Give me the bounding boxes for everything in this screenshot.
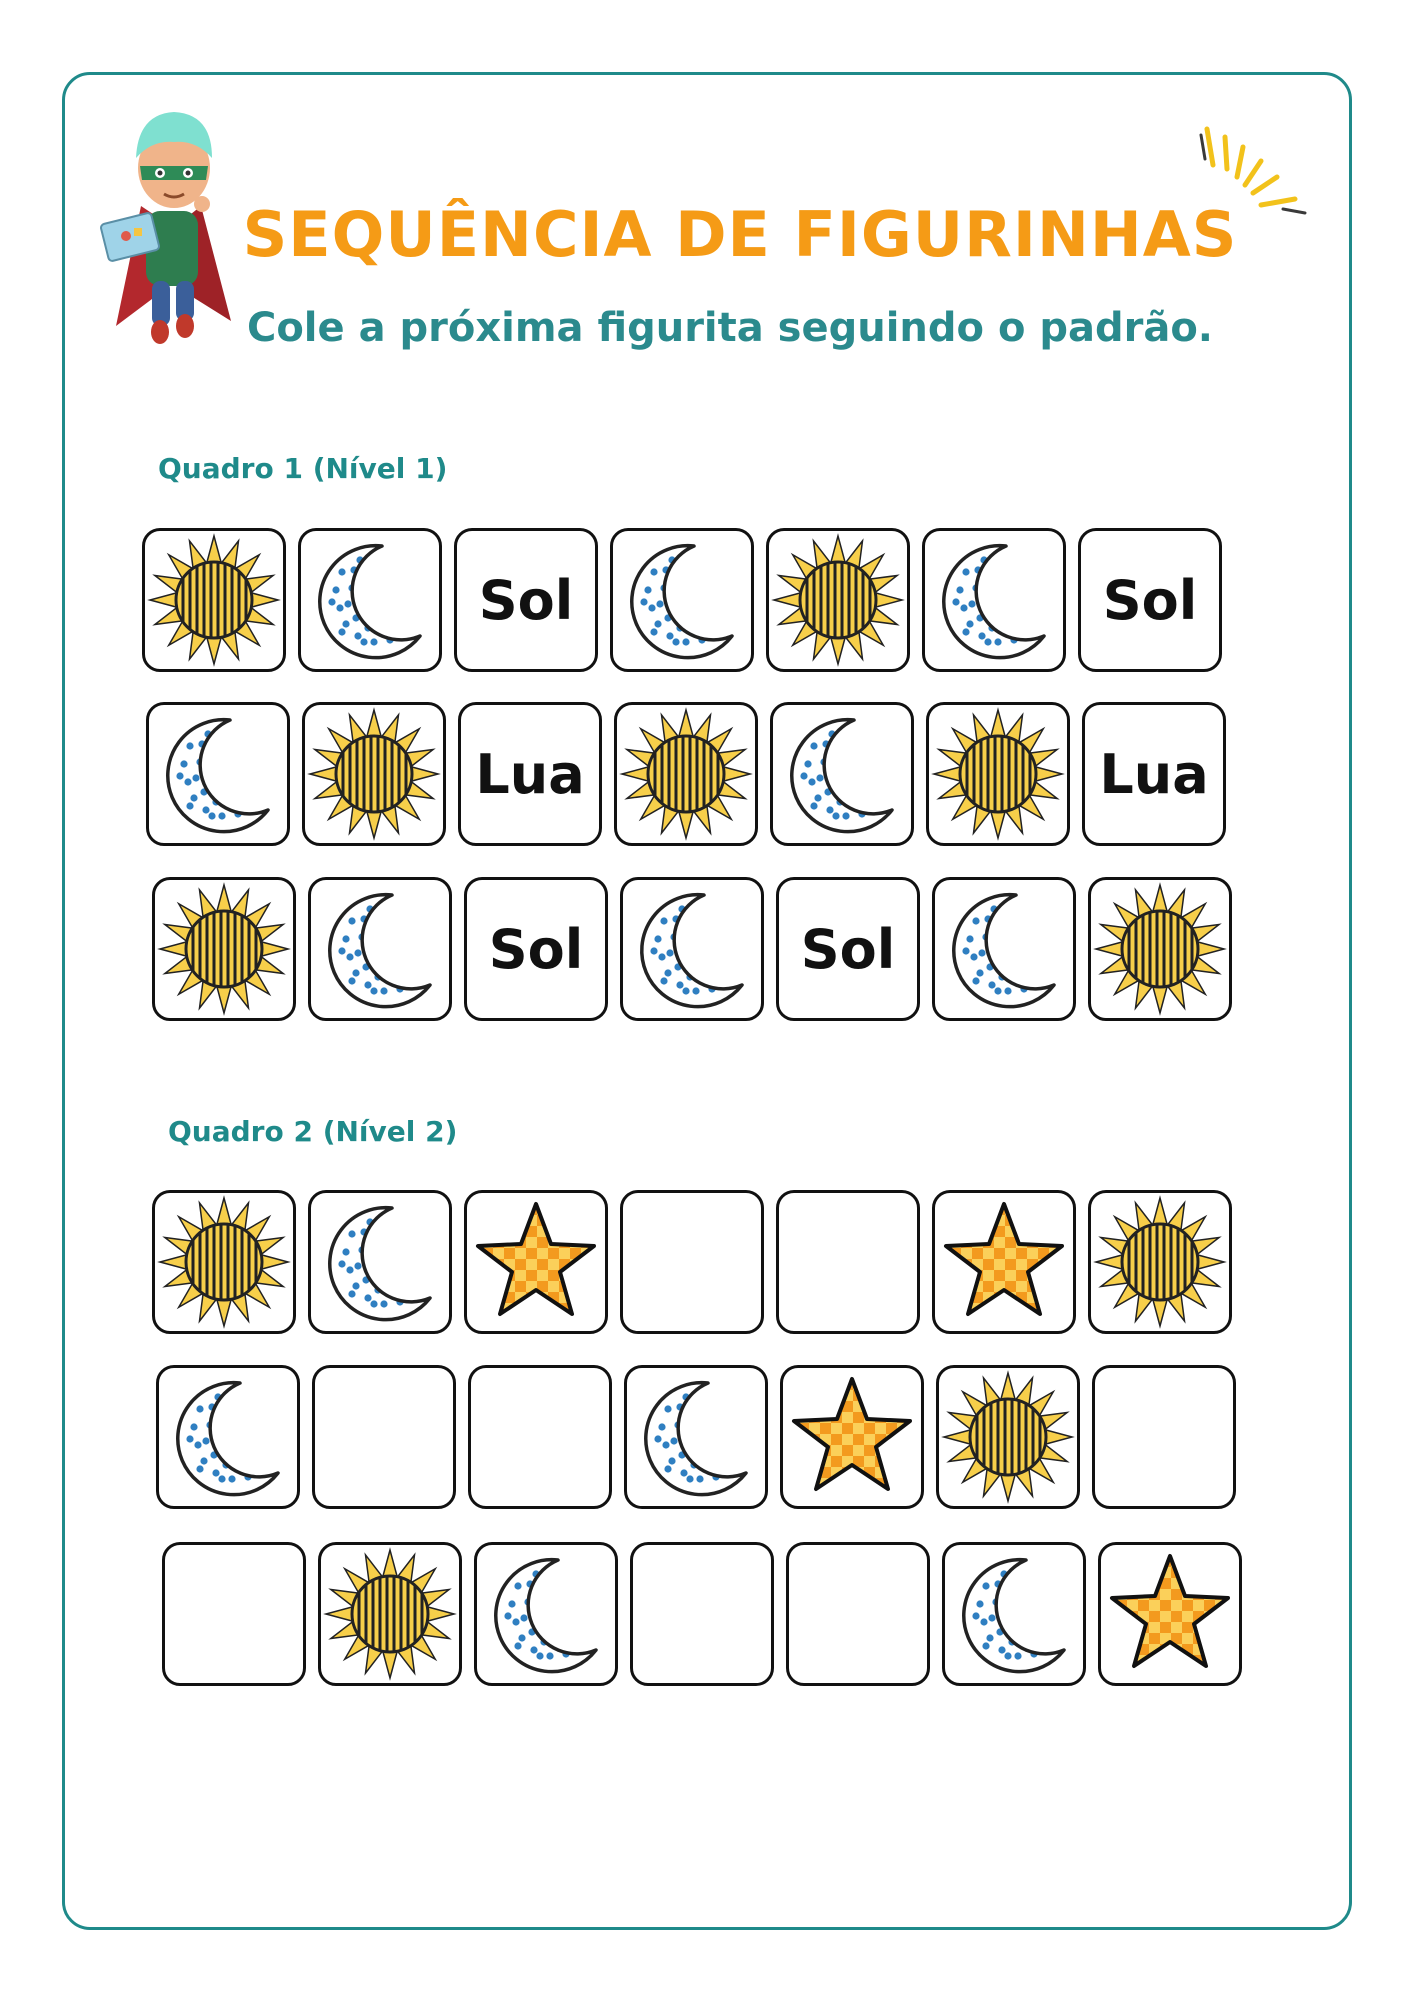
empty-sticker-slot[interactable] [630,1542,774,1686]
quadro-2-row-3 [162,1542,1242,1686]
sun-icon [940,1369,1076,1505]
moon-sticker-tile[interactable] [932,877,1076,1021]
empty-sticker-slot[interactable] [312,1365,456,1509]
sun-icon [1092,881,1228,1017]
instruction-subtitle: Cole a próxima figurita seguindo o padrão. [246,305,1214,351]
moon-icon [312,881,448,1017]
tile-word: Sol [1102,568,1198,632]
sun-sticker-tile[interactable] [152,1190,296,1334]
empty-sticker-slot[interactable] [162,1542,306,1686]
moon-sticker-tile[interactable] [146,702,290,846]
sun-sticker-tile[interactable] [766,528,910,672]
moon-sticker-tile[interactable] [942,1542,1086,1686]
star-sticker-tile[interactable] [464,1190,608,1334]
tile-word: Sol [800,917,896,981]
moon-sticker-tile[interactable] [474,1542,618,1686]
sun-icon [306,706,442,842]
moon-sticker-tile[interactable] [620,877,764,1021]
moon-sticker-tile[interactable] [922,528,1066,672]
word-tile[interactable] [454,528,598,672]
word-tile[interactable] [1082,702,1226,846]
empty-sticker-slot[interactable] [468,1365,612,1509]
moon-icon [478,1546,614,1682]
sun-sticker-tile[interactable] [1088,877,1232,1021]
sun-sticker-tile[interactable] [302,702,446,846]
sun-icon [618,706,754,842]
word-tile[interactable] [464,877,608,1021]
quadro-2-row-2 [156,1365,1236,1509]
sun-sticker-tile[interactable] [142,528,286,672]
word-tile[interactable] [1078,528,1222,672]
moon-icon [946,1546,1082,1682]
sun-icon [156,1194,292,1330]
moon-sticker-tile[interactable] [308,877,452,1021]
tile-word: Lua [475,742,585,806]
moon-sticker-tile[interactable] [156,1365,300,1509]
sun-icon [1092,1194,1228,1330]
sun-icon [930,706,1066,842]
sun-icon [146,532,282,668]
moon-sticker-tile[interactable] [610,528,754,672]
sun-sticker-tile[interactable] [936,1365,1080,1509]
page-title: SEQUÊNCIA DE FIGURINHAS [242,198,1238,271]
sun-icon [156,881,292,1017]
moon-icon [774,706,910,842]
moon-icon [302,532,438,668]
sun-sticker-tile[interactable] [152,877,296,1021]
moon-icon [936,881,1072,1017]
word-tile[interactable] [458,702,602,846]
moon-icon [614,532,750,668]
empty-sticker-slot[interactable] [786,1542,930,1686]
sun-icon [322,1546,458,1682]
tile-word: Lua [1099,742,1209,806]
moon-icon [624,881,760,1017]
moon-icon [160,1369,296,1505]
quadro-1-row-2 [146,702,1226,846]
star-sticker-tile[interactable] [932,1190,1076,1334]
empty-sticker-slot[interactable] [620,1190,764,1334]
star-sticker-tile[interactable] [1098,1542,1242,1686]
tile-word: Sol [488,917,584,981]
sun-sticker-tile[interactable] [614,702,758,846]
sun-icon [770,532,906,668]
section-label-quadro-1: Quadro 1 (Nível 1) [158,452,448,485]
tile-word: Sol [478,568,574,632]
moon-icon [150,706,286,842]
moon-sticker-tile[interactable] [770,702,914,846]
empty-sticker-slot[interactable] [1092,1365,1236,1509]
quadro-1-row-1 [142,528,1222,672]
sun-sticker-tile[interactable] [1088,1190,1232,1334]
star-icon [784,1369,920,1505]
star-icon [1102,1546,1238,1682]
star-sticker-tile[interactable] [780,1365,924,1509]
sun-sticker-tile[interactable] [318,1542,462,1686]
section-label-quadro-2: Quadro 2 (Nível 2) [168,1115,458,1148]
star-icon [468,1194,604,1330]
moon-sticker-tile[interactable] [308,1190,452,1334]
moon-icon [926,532,1062,668]
moon-sticker-tile[interactable] [624,1365,768,1509]
star-icon [936,1194,1072,1330]
moon-icon [312,1194,448,1330]
moon-sticker-tile[interactable] [298,528,442,672]
quadro-2-row-1 [152,1190,1232,1334]
sun-sticker-tile[interactable] [926,702,1070,846]
word-tile[interactable] [776,877,920,1021]
quadro-1-row-3 [152,877,1232,1021]
moon-icon [628,1369,764,1505]
empty-sticker-slot[interactable] [776,1190,920,1334]
